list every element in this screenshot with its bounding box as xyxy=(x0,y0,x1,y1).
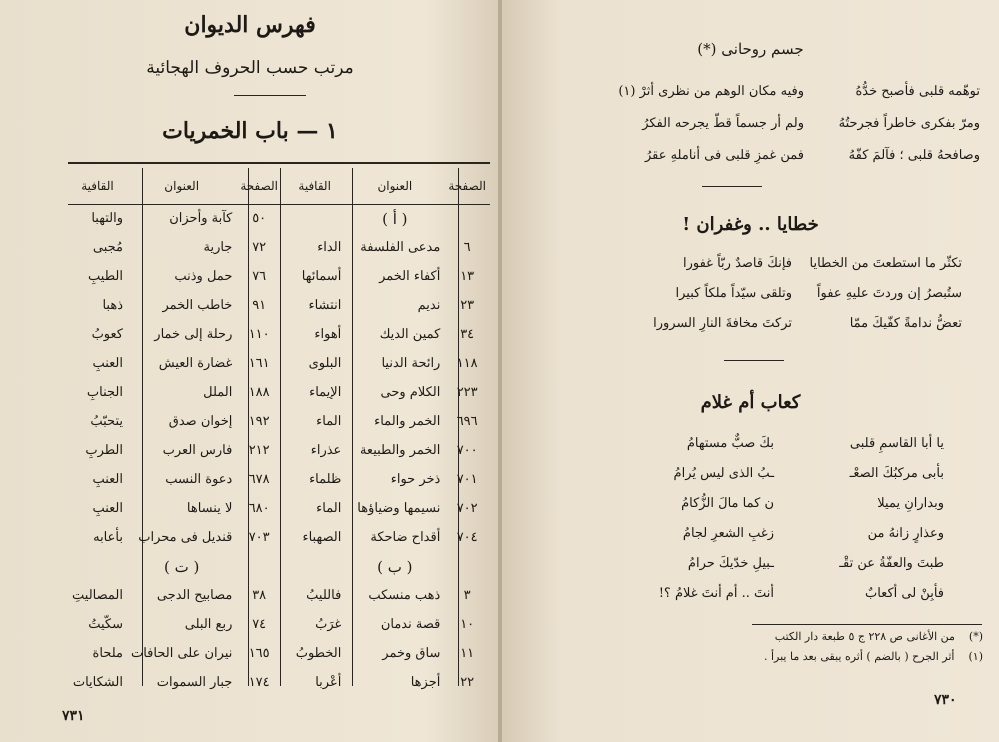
cell-rhyme: أعْربا xyxy=(315,675,342,690)
cell-rhyme: والتهبا xyxy=(91,211,123,226)
cell-title: كمين الديك xyxy=(379,327,441,342)
cell-title: فارس العرب xyxy=(162,443,233,458)
cell-rhyme: الطيبِ xyxy=(88,269,123,284)
cell-rhyme: مُجبى xyxy=(92,240,123,255)
verse-second-hemistich: ن كما مالَ الزُّكامُ xyxy=(681,496,774,511)
cell-title: جبار السموات xyxy=(156,675,233,690)
cell-page: ٩١ xyxy=(252,298,267,313)
cell-title: مصابيح الدجى xyxy=(156,588,233,603)
cell-rhyme: الصهباء xyxy=(302,530,342,545)
cell-rhyme: العنبِ xyxy=(92,472,123,487)
cell-rhyme: انتشاء xyxy=(308,298,342,313)
cell-rhyme: العنبِ xyxy=(92,356,123,371)
verse-first-hemistich: يا أبا القاسمِ قلبى xyxy=(849,436,944,451)
col-header-title: العنوان xyxy=(377,179,413,193)
table-row xyxy=(68,581,282,610)
poem-title: خطايا .. وغفران ! xyxy=(682,214,819,235)
cell-title: لا ينساها xyxy=(186,501,233,516)
poem-title: كعاب أم غلام xyxy=(700,392,801,413)
cell-page: ٧٠٣ xyxy=(248,530,270,545)
table-row xyxy=(284,349,490,378)
verse-first-hemistich: فأبِنْ لى أكعابٌ xyxy=(864,586,944,601)
cell-title: حمل وذنب xyxy=(174,269,233,284)
table-row xyxy=(68,349,282,378)
cell-rhyme: المصاليتِ xyxy=(72,588,123,603)
cell-rhyme xyxy=(284,204,345,233)
verse-second-hemistich: زغبِ الشعرِ لجامُ xyxy=(682,526,774,541)
table-row xyxy=(68,465,282,494)
cell-rhyme: كعوبُ xyxy=(91,327,123,342)
cell-page: ٢٢٣ xyxy=(456,385,478,400)
table-row xyxy=(68,610,282,639)
cell-rhyme: الجنابِ xyxy=(86,385,123,400)
cell-page: ٧٠٢ xyxy=(456,501,478,516)
index-subtitle: مرتب حسب الحروف الهجائية xyxy=(146,58,354,78)
verse-first-hemistich: تكثّر ما استطعتَ من الخطايا xyxy=(809,256,962,271)
cell-page: ١٦٥ xyxy=(248,646,270,661)
cell-title: ذهب منسكب xyxy=(368,588,441,603)
footnote-mark: (*) xyxy=(968,630,983,643)
verse-first-hemistich: طبتَ والعفّةُ عن تقْـ xyxy=(839,556,944,571)
table-row xyxy=(68,552,282,581)
cell-title: خاطب الخمر xyxy=(162,298,233,313)
footnote xyxy=(764,650,983,663)
cell-page: ١٩٢ xyxy=(248,414,270,429)
verse-first-hemistich: وصافحهُ قلبى ؛ فآلمَ كفّهُ xyxy=(848,148,980,163)
table-row xyxy=(68,523,282,552)
section-divider xyxy=(724,360,784,361)
cell-page: ٧٦ xyxy=(252,269,267,284)
cell-page: ٧٤ xyxy=(252,617,267,632)
table-row xyxy=(68,639,282,668)
cell-title: قصة ندمان xyxy=(380,617,441,632)
table-row xyxy=(284,291,490,320)
title-divider xyxy=(234,95,306,96)
cell-title: قنديل فى محراب xyxy=(138,530,233,545)
col-header-title: العنوان xyxy=(164,179,200,193)
cell-title: ( ب ) xyxy=(377,557,413,576)
cell-page: ٦٩٦ xyxy=(456,414,478,429)
cell-page: ٦٧٨ xyxy=(248,472,270,487)
page-number-right: ٧٣٠ xyxy=(934,692,957,708)
table-row xyxy=(68,407,282,436)
cell-title: ساق وخمر xyxy=(382,646,441,661)
table-row xyxy=(284,523,490,552)
verse-second-hemistich: فإنكَ قاصدٌ ربّاً غفورا xyxy=(682,256,792,271)
col-header-page: الصفحة xyxy=(448,179,486,193)
cell-title: غضارة العيش xyxy=(158,356,233,371)
cell-page: ٢٢ xyxy=(460,675,475,690)
cell-rhyme: العنبِ xyxy=(92,501,123,516)
cell-page: ١٣ xyxy=(460,269,475,284)
verse-first-hemistich: ومرّ بفكرى خاطراً فجرحتُهُ xyxy=(838,116,980,131)
verse-first-hemistich: وبدارانِ يميلا xyxy=(877,496,944,511)
cell-page xyxy=(236,552,282,581)
cell-rhyme: أهواء xyxy=(314,327,342,342)
cell-rhyme: يتحبّبُ xyxy=(90,414,123,429)
cell-page: ١١ xyxy=(460,646,475,661)
table-row xyxy=(284,233,490,262)
cell-rhyme: الداء xyxy=(317,240,342,255)
cell-title: ربع البلى xyxy=(184,617,233,632)
footnote-rule xyxy=(752,624,982,625)
verse-second-hemistich: ـبيلِ خدّيكَ حرامُ xyxy=(687,556,774,571)
cell-title: أقداح ضاحكة xyxy=(370,530,441,545)
cell-title: الكلام وحى xyxy=(380,385,441,400)
table-row xyxy=(284,610,490,639)
cell-rhyme xyxy=(68,552,127,581)
col-header-page: الصفحة xyxy=(240,179,279,193)
cell-page: ١٨٨ xyxy=(248,385,270,400)
cell-page xyxy=(444,552,490,581)
table-row xyxy=(284,378,490,407)
cell-rhyme: ملحاة xyxy=(92,646,123,661)
table-row xyxy=(284,552,490,581)
col-header-rhyme: القافية xyxy=(298,179,331,193)
cell-rhyme: سكّيتُ xyxy=(88,617,123,632)
cell-rhyme: الإيماء xyxy=(309,385,342,400)
cell-page: ٢٣ xyxy=(460,298,475,313)
cell-rhyme: الخطوبُ xyxy=(295,646,342,661)
cell-rhyme: ذهبا xyxy=(102,298,123,313)
cell-page: ٧٢ xyxy=(252,240,267,255)
cell-title: أكفاء الخمر xyxy=(379,269,441,284)
table-row xyxy=(284,668,490,697)
verse-first-hemistich: ستُبصرُ إن وردتَ عليهِ عفواً xyxy=(816,286,962,301)
cell-page xyxy=(444,204,490,233)
index-title: فهرس الديوان xyxy=(184,12,316,38)
right-page xyxy=(502,0,999,742)
cell-rhyme: الطربِ xyxy=(85,443,123,458)
cell-page: ٧٠٠ xyxy=(456,443,478,458)
verse-second-hemistich: وفيه مكان الوهم من نظرى أثرْ (١) xyxy=(618,84,804,99)
cell-title: مدعى الفلسفة xyxy=(360,240,441,255)
footnote-text: من الأغانى ص ٢٢٨ ج ٥ طبعة دار الكتب xyxy=(774,630,955,643)
cell-rhyme: البلوى xyxy=(308,356,342,371)
verse-first-hemistich: بأبى مركبُكَ الصعْـ xyxy=(849,466,944,481)
table-row xyxy=(68,436,282,465)
cell-page: ٣٨ xyxy=(252,588,267,603)
table-row xyxy=(68,204,282,233)
cell-page: ١١٠ xyxy=(248,327,270,342)
cell-rhyme: أسمائها xyxy=(301,269,342,284)
cell-page: ٣ xyxy=(463,588,471,603)
cell-rhyme: الماء xyxy=(316,414,342,429)
cell-page: ٥٠ xyxy=(252,211,267,226)
table-row xyxy=(68,291,282,320)
cell-rhyme: عذراء xyxy=(310,443,342,458)
verse-first-hemistich: تعضُّ ندامةً كفّيكَ ممّا xyxy=(849,316,962,331)
cell-title: رائحة الدنيا xyxy=(381,356,441,371)
verse-second-hemistich: أنتَ .. أم أنتَ غلامُ ؟! xyxy=(658,586,774,601)
cell-rhyme: الشكايات xyxy=(72,675,123,690)
table-row xyxy=(68,233,282,262)
cell-title: الخمر والطبيعة xyxy=(359,443,441,458)
cell-title: الملل xyxy=(203,385,233,400)
cell-title: إخوان صدق xyxy=(168,414,233,429)
table-row xyxy=(284,407,490,436)
cell-title: نديم xyxy=(417,298,441,313)
poem-title: جسم روحانى (*) xyxy=(697,40,804,58)
cell-page: ٧٠١ xyxy=(456,472,478,487)
footnote-mark: (١) xyxy=(968,650,983,663)
table-row xyxy=(284,581,490,610)
section-divider xyxy=(702,186,762,187)
verse-second-hemistich: ـبُ الذى ليس يُرامُ xyxy=(673,466,774,481)
cell-title: ( ت ) xyxy=(163,557,200,576)
cell-title: دعوة النسب xyxy=(165,472,233,487)
table-row xyxy=(284,204,490,233)
cell-rhyme: الماء xyxy=(316,501,342,516)
cell-rhyme: غرَبُ xyxy=(315,617,342,632)
table-row xyxy=(284,494,490,523)
table-row xyxy=(68,494,282,523)
cell-title: جارية xyxy=(203,240,233,255)
table-row xyxy=(284,320,490,349)
page-number-left: ٧٣١ xyxy=(62,708,85,724)
cell-rhyme: بأعابه xyxy=(93,530,123,545)
index-table-left xyxy=(68,168,282,697)
cell-page: ١١٨ xyxy=(456,356,478,371)
cell-page: ٦٨٠ xyxy=(248,501,270,516)
cell-page: ١٧٤ xyxy=(248,675,270,690)
cell-title: كآبة وأحزان xyxy=(169,211,233,226)
footnote xyxy=(775,630,983,643)
cell-page: ٧٠٤ xyxy=(456,530,478,545)
cell-rhyme: فالليبُ xyxy=(306,588,342,603)
verse-first-hemistich: وعذارٍ زانهُ من xyxy=(867,526,944,541)
table-row xyxy=(68,262,282,291)
cell-page: ٣٤ xyxy=(460,327,475,342)
cell-rhyme: ظلماء xyxy=(309,472,342,487)
footnote-text: أثر الجرح ( بالضم ) أثره يبقى بعد ما يبرأ . xyxy=(763,650,955,663)
table-row xyxy=(68,320,282,349)
cell-title: الخمر والماء xyxy=(374,414,441,429)
cell-title: نسيمها وضياؤها xyxy=(357,501,441,516)
cell-title: نيران على الحافات xyxy=(130,646,233,661)
table-row xyxy=(284,639,490,668)
cell-title: ذخر حواء xyxy=(390,472,441,487)
verse-first-hemistich: توهّمه قلبى فأصبح خدُّهُ xyxy=(855,84,980,99)
table-row xyxy=(68,378,282,407)
verse-second-hemistich: ولم أر جسماً قطّ يجرحه الفكرُ xyxy=(642,116,804,131)
index-table-right xyxy=(284,168,490,697)
table-row xyxy=(284,465,490,494)
chapter-heading: ١ — باب الخمريات xyxy=(162,118,338,144)
cell-title: أجزها xyxy=(410,675,441,690)
cell-page: ١٠ xyxy=(460,617,475,632)
cell-page: ١٦١ xyxy=(248,356,270,371)
verse-second-hemistich: فمن غمزِ قلبى فى أناملهِ عقرُ xyxy=(644,148,804,163)
cell-page: ٢١٢ xyxy=(248,443,270,458)
cell-title: رحلة إلى خمار xyxy=(154,327,233,342)
table-row xyxy=(284,436,490,465)
cell-page: ٦ xyxy=(463,240,471,255)
verse-second-hemistich: وتلقى سيّداً ملكاً كبيرا xyxy=(675,286,792,301)
cell-rhyme xyxy=(284,552,345,581)
verse-second-hemistich: تركتَ مخافةَ النارِ السرورا xyxy=(653,316,792,331)
cell-title: ( أ ) xyxy=(382,209,408,228)
table-row xyxy=(284,262,490,291)
table-row xyxy=(68,668,282,697)
table-top-rule xyxy=(68,162,490,164)
verse-second-hemistich: بكَ صبٌّ مستهامُ xyxy=(686,436,774,451)
col-header-rhyme: القافية xyxy=(81,179,114,193)
